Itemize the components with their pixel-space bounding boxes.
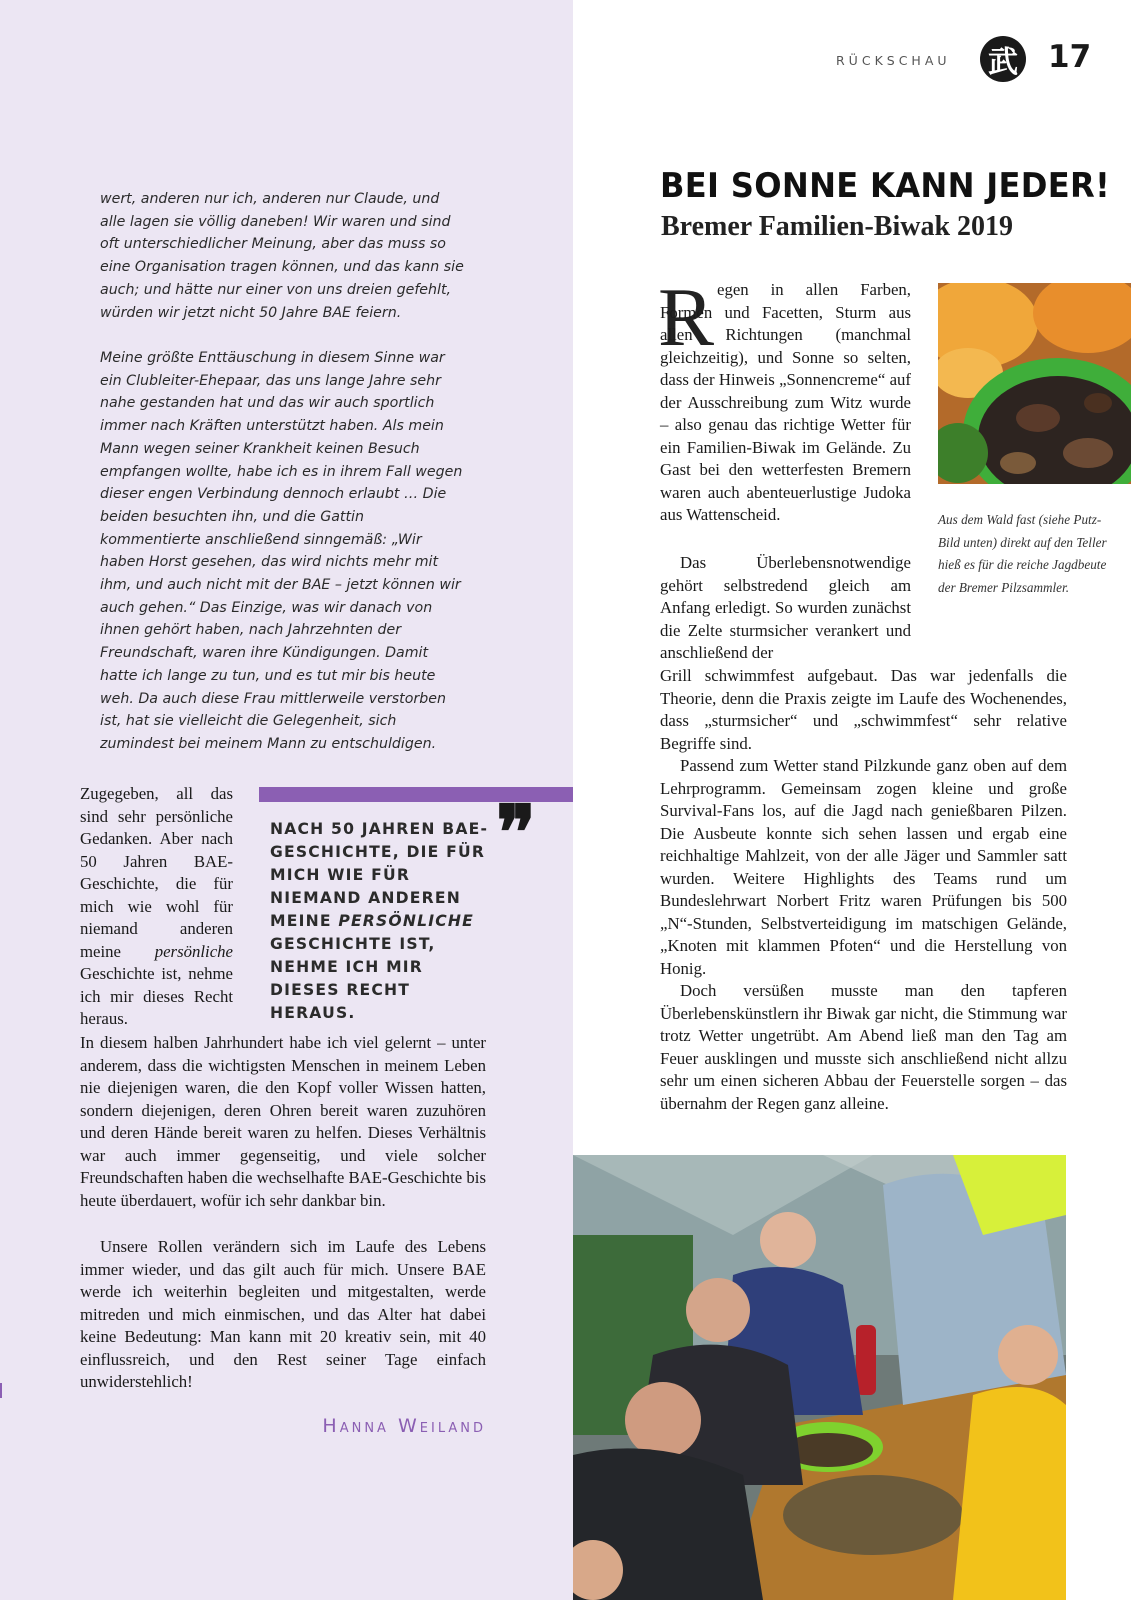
body-paragraph: In diesem halben Jahrhundert habe ich viel gelernt – unter anderem, dass die wichtigsten Menschen in meinem Leben nie diejenigen waren, die den Kopf voller Wissen hatten, sondern diejenigen, deren Ohren bereit waren zuzuhören und deren Hände bereit waren zu helfen. Dieses Verhältnis war auch immer gegenseitig, und viele solcher Freundschaften haben die wechselhafte BAE-Geschichte bis heute überdauert, wofür ich sehr dankbar bin. [80,1033,486,1210]
narrow-text-emphasis: persönliche [154,941,233,961]
italic-quote-paragraph-2: Meine größte Enttäuschung in diesem Sinne war ein Clubleiter-Ehepaar, das uns lange Jahre sehr nahe gestanden hat und das wir auch sportlich immer nach Kräften unterstützt haben. Als mein Mann wegen seiner Krankheit keinen Besuch empfangen wollte, habe ich es in ihrem Fall wegen dieser engen Verbindung dennoch erlaubt … Die beiden besuchten ihn, und die Gattin kommentierte anschließend sinngemäß: „Wir haben Horst gesehen, das wird nichts mehr mit ihm, und auch nicht mit der BAE – jetzt können wir auch gehen.“ Das Einzige, was wir danach von ihnen gehört haben, nach Jahrzehnten der Freundschaft, waren ihre Kündigungen. Damit hatte ich lange zu tun, und es tut mir bis heute weh. Da auch diese Frau mittlerweile verstorben ist, hat sie vielleicht die Gelegenheit, sich zumindest bei meinem Mann zu entschuldigen. [100,350,463,752]
pull-quote-text: GESCHICHTE IST, NEHME ICH MIR DIESES RECHT HERAUS. [270,935,436,1022]
mushroom-dish-illustration [938,283,1131,484]
pull-quote [270,818,495,1025]
narrow-text-part: Zugegeben, all das sind sehr persönliche Gedanken. Aber nach 50 Jahren BAE-Geschichte, die für mich wie wohl für niemand anderen meine [80,784,233,961]
article-paragraph: Das Überlebensnotwendige gehört selbstredend gleich am Anfang erledigt. So wurden zunächst die Zelte sturmsicher verankert und anschließend der [660,553,911,662]
article-paragraph: Grill schwimmfest aufgebaut. Das war jedenfalls die Theorie, denn die Praxis zeigte im Laufe des Wochenendes, dass „sturmsicher“ und „schwimmfest“ sehr relative Begriffe sind. [660,666,1067,753]
page-number: 17 [1048,39,1092,75]
article-intro-paragraph: egen in allen Farben, Formen und Facetten, Sturm aus allen Richtungen (manchmal gleichzeitig), und Sonne so selten, dass der Hinweis „Sonnencreme“ auf der Ausschreibung zum Witz wurde – also genau das richtige Wetter für ein Familien-Biwak im Gelände. Zu Gast bei den wetterfesten Bremern waren auch abenteuerlustige Judoka aus Wattenscheid. [660,280,911,524]
section-label: RÜCKSCHAU [836,53,951,68]
mushroom-dish-photo [938,283,1131,484]
drop-cap: R [658,271,715,364]
article-paragraph: Doch versüßen musste man den tapferen Überlebenskünstlern ihr Biwak gar nicht, die Stimmung war trotz Wetter ungetrübt. Am Abend ließ man den Tag am Feuer ausklingen und musste sich anschließend nicht allzu sehr um einen sicheren Abbau der Feuerstelle sorgen – das übernahm der Regen ganz alleine. [660,981,1067,1113]
narrow-text-part: Geschichte ist, nehme ich mir dieses Recht heraus. [80,964,233,1028]
italic-quote-paragraph-1: wert, anderen nur ich, anderen nur Claude, und alle lagen sie völlig daneben! Wir waren und sind oft unterschiedlicher Meinung, aber das muss so eine Organisation tragen können, und das kann sie auch; und hätte nur einer von uns dreien gefehlt, würden wir jetzt nicht 50 Jahre BAE feiern. [100,191,464,321]
group-photo [573,1155,1066,1600]
narrow-body-paragraph [80,783,233,1031]
article-paragraph: Passend zum Wetter stand Pilzkunde ganz oben auf dem Lehrprogramm. Gemeinsam zogen kleine und große Survival-Fans los, auf die Jagd nach genießbaren Pilzen. Die Ausbeute konnte sich sehen lassen und ergab eine reichhaltige Mahlzeit, von der alle Jäger und Sammler satt wurden. Weitere Highlights des Teams rund um Bundeslehrwart Norbert Fritz waren Prüfungen bis 500 „N“-Stunden, Selbstverteidigung im matschigen Gelände, „Knoten mit klammen Pfoten“ und die Herstellung von Honig. [660,756,1067,978]
article-subheadline: Bremer Familien-Biwak 2019 [661,211,1014,242]
margin-marker [0,1383,2,1398]
author-signature: Hanna Weiland [322,1415,486,1437]
group-photo-illustration [573,1155,1066,1600]
pull-quote-text: NACH 50 JAHREN BAE-GESCHICHTE, DIE FÜR MICH WIE FÜR NIEMAND ANDEREN MEINE [270,820,489,930]
judo-logo-icon: 武 [980,36,1026,82]
article-headline: BEI SONNE KANN JEDER! [660,166,1111,205]
pull-quote-emphasis: PERSÖNLICHE [338,912,475,930]
photo-caption: Aus dem Wald fast (siehe Putz-Bild unten) direkt auf den Teller hieß es für die reiche Jagdbeute der Bremer Pilzsammler. [938,512,1107,595]
body-paragraph: Unsere Rollen verändern sich im Laufe des Lebens immer wieder, und das gilt auch für mich. Unsere BAE werde ich weiterhin begleiten und mitgestalten, werde mitreden und mich einmischen, und das Alter hat dabei keine Bedeutung: Man kann mit 20 kreativ sein, mit 40 einflussreich, und den Rest seiner Tage einfach unwiderstehlich! [80,1237,486,1391]
quote-mark-icon: ❞ [496,790,536,876]
